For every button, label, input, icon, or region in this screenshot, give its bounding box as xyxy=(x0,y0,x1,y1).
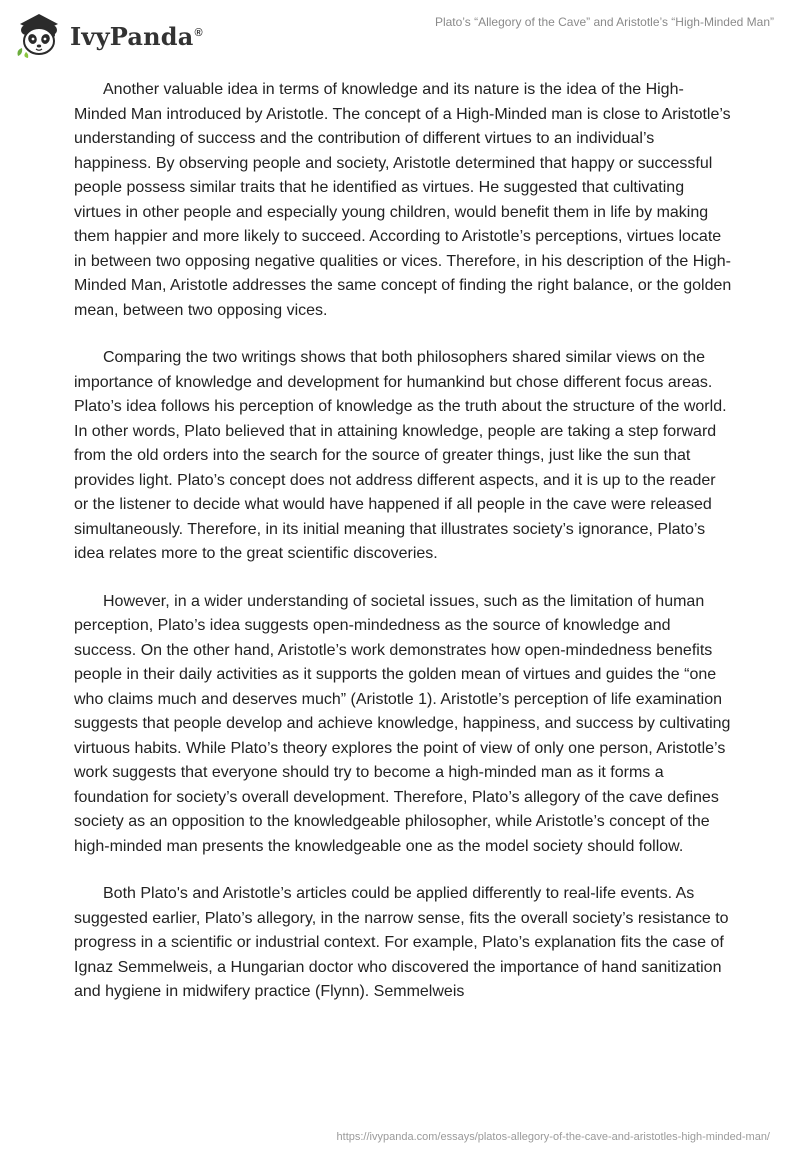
essay-title-header: Plato’s “Allegory of the Cave” and Aristotle’s “High-Minded Man” xyxy=(434,15,774,29)
ivypanda-logo[interactable] xyxy=(14,10,203,58)
paragraph: Both Plato's and Aristotle’s articles could be applied differently to real-life events. As suggested earlier, Plato’s allegory, in the narrow sense, fits the overall society’s resistance to progress in a scientific or industrial context. For example, Plato’s explanation fits the case of Ignaz Semmelweis, a Hungarian doctor who discovered the importance of hand sanitization and hygiene in midwifery practice (Flynn). Semmelweis xyxy=(74,885,729,1000)
essay-body xyxy=(74,78,734,1028)
source-url-link[interactable]: https://ivypanda.com/essays/platos-allegory-of-the-cave-and-aristotles-high-minded-man/ xyxy=(336,1131,770,1143)
panda-graduation-cap-icon xyxy=(14,10,64,58)
logo-wordmark: IvyPanda® xyxy=(70,21,203,51)
paragraph: Another valuable idea in terms of knowledge and its nature is the idea of the High-Minded Man introduced by Aristotle. The concept of a High-Minded man is close to Aristotle’s understanding of success and the contribution of different virtues to an individual’s happiness. By observing people and society, Aristotle determined that happy or successful people possess similar traits that he identified as virtues. He suggested that cultivating virtues in other people and especially young children, would benefit them in life by making them happier and more likely to succeed. According to Aristotle’s perceptions, virtues locate in between two opposing negative qualities or vices. Therefore, in his description of the High-Minded Man, Aristotle addresses the same concept of finding the right balance, or the golden mean, between two opposing vices. xyxy=(74,81,732,319)
page-header xyxy=(0,0,800,70)
paragraph: Comparing the two writings shows that both philosophers shared similar views on the importance of knowledge and development for humankind but chose different focus areas. Plato’s idea follows his perception of knowledge as the truth about the structure of the world. In other words, Plato believed that in attaining knowledge, people are taking a step forward from the old orders into the search for the source of greater things, just like the sun that provides light. Plato’s concept does not address different aspects, and it is up to the reader or the listener to decide what would have happened if all people in the cave were released simultaneously. Therefore, in its initial meaning that illustrates society’s ignorance, Plato’s idea relates more to the great scientific discoveries. xyxy=(74,349,727,562)
paragraph: However, in a wider understanding of societal issues, such as the limitation of human perception, Plato’s idea suggests open-mindedness as the source of knowledge and success. On the other hand, Aristotle’s work demonstrates how open-mindedness benefits people in their daily activities as it supports the golden mean of virtues and guides the “one who claims much and deserves much” (Aristotle 1). Aristotle’s perception of life examination suggests that people develop and achieve knowledge, happiness, and success by cultivating virtuous habits. While Plato’s theory explores the point of view of only one person, Aristotle’s work suggests that everyone should try to become a high-minded man as it forms a foundation for society’s overall development. Therefore, Plato’s allegory of the cave defines society as an opposition to the knowledgeable philosopher, while Aristotle’s concept of the high-minded man presents the knowledgeable one as the model society should follow. xyxy=(74,592,731,855)
